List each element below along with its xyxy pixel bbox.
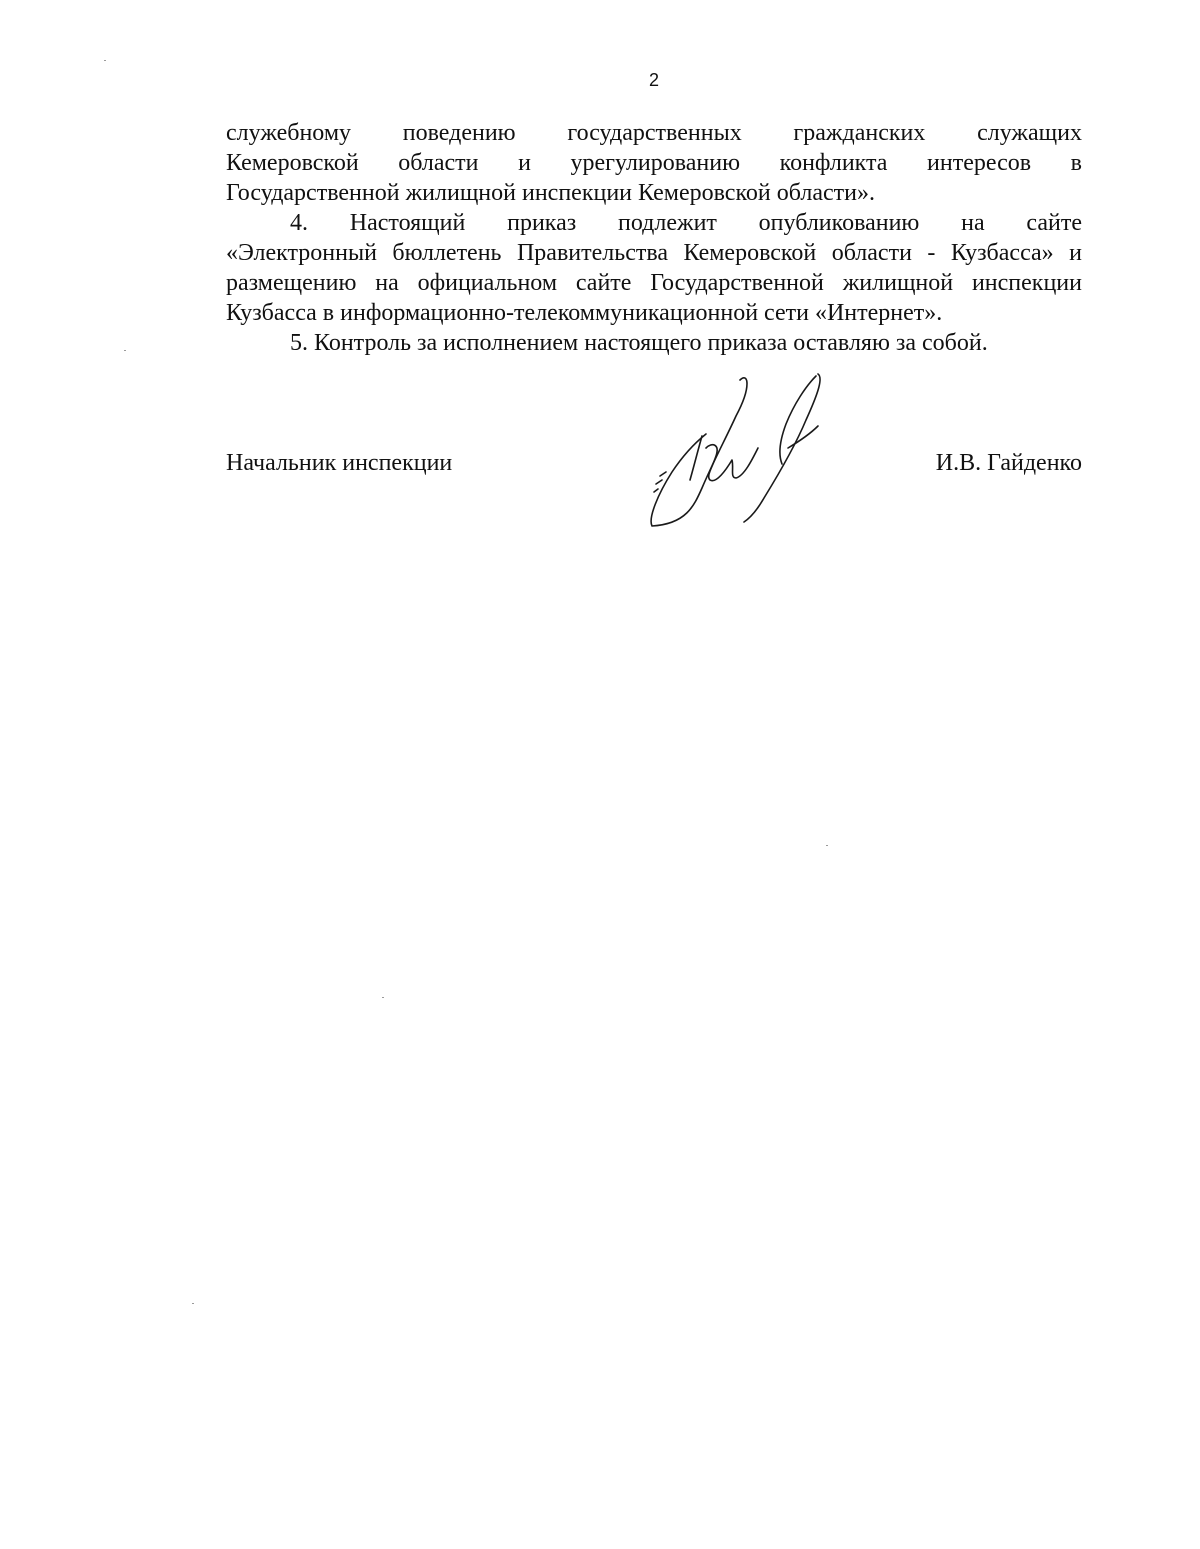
paragraph-item-4 <box>226 208 1082 328</box>
signer-position: Начальник инспекции <box>226 450 453 476</box>
scan-speck <box>192 1303 194 1304</box>
scan-speck <box>382 997 384 998</box>
text-line: Кузбасса в информационно-телекоммуникационной сети «Интернет». <box>226 300 943 326</box>
scan-speck <box>124 350 126 351</box>
text-line: «Электронный бюллетень Правительства Кемеровской области - Кузбасса» и <box>226 240 1082 266</box>
text-line: Кемеровской области и урегулированию конфликта интересов в <box>226 150 1082 176</box>
text-line: служебному поведению государственных гражданских служащих <box>226 120 1082 146</box>
signer-name: И.В. Гайденко <box>935 450 1082 476</box>
text-line: 5. Контроль за исполнением настоящего приказа оставляю за собой. <box>290 330 988 356</box>
text-line: Государственной жилищной инспекции Кемеровской области». <box>226 180 875 206</box>
page-number: 2 <box>648 70 659 90</box>
document-body <box>226 118 1082 358</box>
paragraph-continuation <box>226 118 1082 208</box>
handwritten-signature <box>640 368 830 533</box>
scan-speck <box>104 60 106 61</box>
text-line: размещению на официальном сайте Государственной жилищной инспекции <box>226 270 1082 296</box>
paragraph-item-5 <box>226 328 1082 358</box>
scan-speck <box>826 845 828 846</box>
text-line: 4. Настоящий приказ подлежит опубликованию на сайте <box>290 210 1082 236</box>
